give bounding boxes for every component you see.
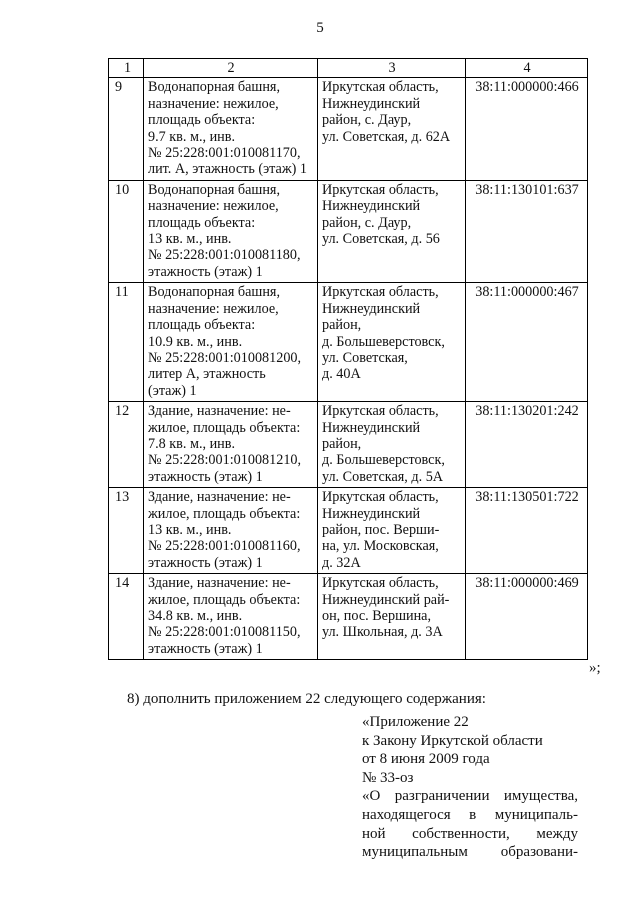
object-description-line: Водонапорная башня, <box>148 284 281 301</box>
annex-line: № 33-оз <box>362 769 414 786</box>
object-address-line: Нижнеудинский <box>322 95 421 112</box>
object-address-line: Иркутская область, <box>322 489 439 506</box>
object-description-line: 34.8 кв. м., инв. <box>148 608 243 624</box>
annex-line: от 8 июня 2009 года <box>362 751 490 768</box>
object-description-line: Водонапорная башня, <box>148 181 281 198</box>
object-address-line: ул. Советская, д. 56 <box>322 231 440 248</box>
object-description-line: площадь объекта: <box>148 112 256 129</box>
table-row <box>109 78 588 180</box>
cadastral-number: 38:11:000000:467 <box>466 283 588 402</box>
object-address-line: он, пос. Вершина, <box>322 608 432 624</box>
object-address-line: ул. Советская, <box>322 349 408 366</box>
object-description-line: этажность (этаж) 1 <box>148 468 263 485</box>
object-address-line: д. 32А <box>322 554 361 571</box>
object-description-line: № 25:228:001:010081180, <box>148 247 301 264</box>
object-description-line: 13 кв. м., инв. <box>148 231 232 248</box>
object-description-line: площадь объекта: <box>148 317 256 334</box>
object-description-line: (этаж) 1 <box>148 382 197 399</box>
object-description-line: лит. А, этажность (этаж) 1 <box>148 161 308 178</box>
object-description-line: № 25:228:001:010081170, <box>148 145 301 162</box>
object-description-line: площадь объекта: <box>148 214 256 231</box>
table-row <box>109 488 588 574</box>
object-address-line: д. Большеверстовск, <box>322 452 445 469</box>
object-description-line: 13 кв. м., инв. <box>148 521 232 538</box>
object-description-line: назначение: нежилое, <box>148 300 279 317</box>
object-address-line: на, ул. Московская, <box>322 538 439 555</box>
annex-line: «Приложение 22 <box>362 714 469 730</box>
object-description-line: Здание, назначение: не- <box>148 489 291 506</box>
header-col-4: 4 <box>466 59 588 78</box>
table-row <box>109 180 588 282</box>
annex-header <box>362 713 578 862</box>
header-col-1: 1 <box>109 59 144 78</box>
law-title-line: ной собственности, между <box>362 825 578 842</box>
object-description-line: 7.8 кв. м., инв. <box>148 435 236 452</box>
object-description <box>144 488 318 574</box>
object-description-line: литер А, этажность <box>148 366 266 383</box>
law-title-line: муниципальным образовани- <box>362 844 578 861</box>
object-address-line: ул. Советская, д. 62А <box>322 128 451 145</box>
row-number: 10 <box>109 180 144 282</box>
row-number: 14 <box>109 574 144 660</box>
object-description-line: этажность (этаж) 1 <box>148 263 263 280</box>
object-address-line: район, <box>322 317 362 334</box>
object-description-line: жилое, площадь объекта: <box>148 419 301 436</box>
object-description <box>144 574 318 660</box>
cadastral-number: 38:11:000000:466 <box>466 78 588 180</box>
object-description-line: Здание, назначение: не- <box>148 575 291 592</box>
object-description-line: № 25:228:001:010081210, <box>148 452 302 469</box>
object-description-line: Здание, назначение: не- <box>148 403 291 420</box>
object-address-line: Иркутская область, <box>322 403 439 420</box>
object-address-line: Иркутская область, <box>322 181 439 198</box>
annex-line: к Закону Иркутской области <box>362 732 543 749</box>
object-description-line: жилое, площадь объекта: <box>148 505 301 522</box>
row-number: 12 <box>109 402 144 488</box>
object-description-line: жилое, площадь объекта: <box>148 591 301 608</box>
object-description-line: № 25:228:001:010081160, <box>148 538 301 555</box>
header-col-3: 3 <box>318 59 466 78</box>
object-description <box>144 180 318 282</box>
object-description <box>144 283 318 402</box>
object-address <box>318 180 466 282</box>
object-address-line: Нижнеудинский <box>322 419 421 436</box>
cadastral-number: 38:11:000000:469 <box>466 574 588 660</box>
object-description-line: № 25:228:001:010081200, <box>148 349 302 366</box>
object-address-line: Нижнеудинский <box>322 198 421 215</box>
row-number: 13 <box>109 488 144 574</box>
object-description-line: назначение: нежилое, <box>148 198 279 215</box>
page-number: 5 <box>316 20 324 36</box>
property-table <box>108 58 588 660</box>
object-address-line: Нижнеудинский рай- <box>322 591 450 608</box>
cadastral-number: 38:11:130501:722 <box>466 488 588 574</box>
amendment-paragraph: 8) дополнить приложением 22 следующего содержания: <box>127 691 486 707</box>
table-row <box>109 283 588 402</box>
object-address-line: район, пос. Верши- <box>322 521 440 538</box>
object-address-line: д. 40А <box>322 366 361 383</box>
object-address-line: Иркутская область, <box>322 575 439 592</box>
table-row <box>109 402 588 488</box>
row-number: 11 <box>109 283 144 402</box>
object-description <box>144 402 318 488</box>
object-address <box>318 488 466 574</box>
object-description-line: 10.9 кв. м., инв. <box>148 333 243 350</box>
header-col-2: 2 <box>144 59 318 78</box>
object-address-line: д. Большеверстовск, <box>322 333 445 350</box>
object-address-line: Нижнеудинский <box>322 505 421 522</box>
object-address <box>318 78 466 180</box>
object-description-line: Водонапорная башня, <box>148 79 281 96</box>
row-number: 9 <box>109 78 144 180</box>
object-address-line: ул. Школьная, д. 3А <box>322 624 443 641</box>
object-address <box>318 574 466 660</box>
object-address-line: Иркутская область, <box>322 284 439 301</box>
law-title-line: находящегося в муниципаль- <box>362 806 578 823</box>
object-description-line: № 25:228:001:010081150, <box>148 624 301 641</box>
object-description-line: этажность (этаж) 1 <box>148 640 263 657</box>
table-row <box>109 574 588 660</box>
object-address-line: район, с. Даур, <box>322 112 412 129</box>
object-description <box>144 78 318 180</box>
cadastral-number: 38:11:130201:242 <box>466 402 588 488</box>
cadastral-number: 38:11:130101:637 <box>466 180 588 282</box>
object-address-line: район, <box>322 435 362 452</box>
object-address-line: ул. Советская, д. 5А <box>322 468 444 485</box>
object-address <box>318 402 466 488</box>
table-header-row <box>109 59 588 78</box>
object-description-line: 9.7 кв. м., инв. <box>148 128 236 145</box>
law-title-line: «О разграничении имущества, <box>362 788 578 805</box>
object-address-line: Нижнеудинский <box>322 300 421 317</box>
object-address-line: Иркутская область, <box>322 79 439 96</box>
closing-quote: »; <box>589 660 601 676</box>
object-address <box>318 283 466 402</box>
object-address-line: район, с. Даур, <box>322 214 412 231</box>
object-description-line: этажность (этаж) 1 <box>148 554 263 571</box>
object-description-line: назначение: нежилое, <box>148 95 279 112</box>
